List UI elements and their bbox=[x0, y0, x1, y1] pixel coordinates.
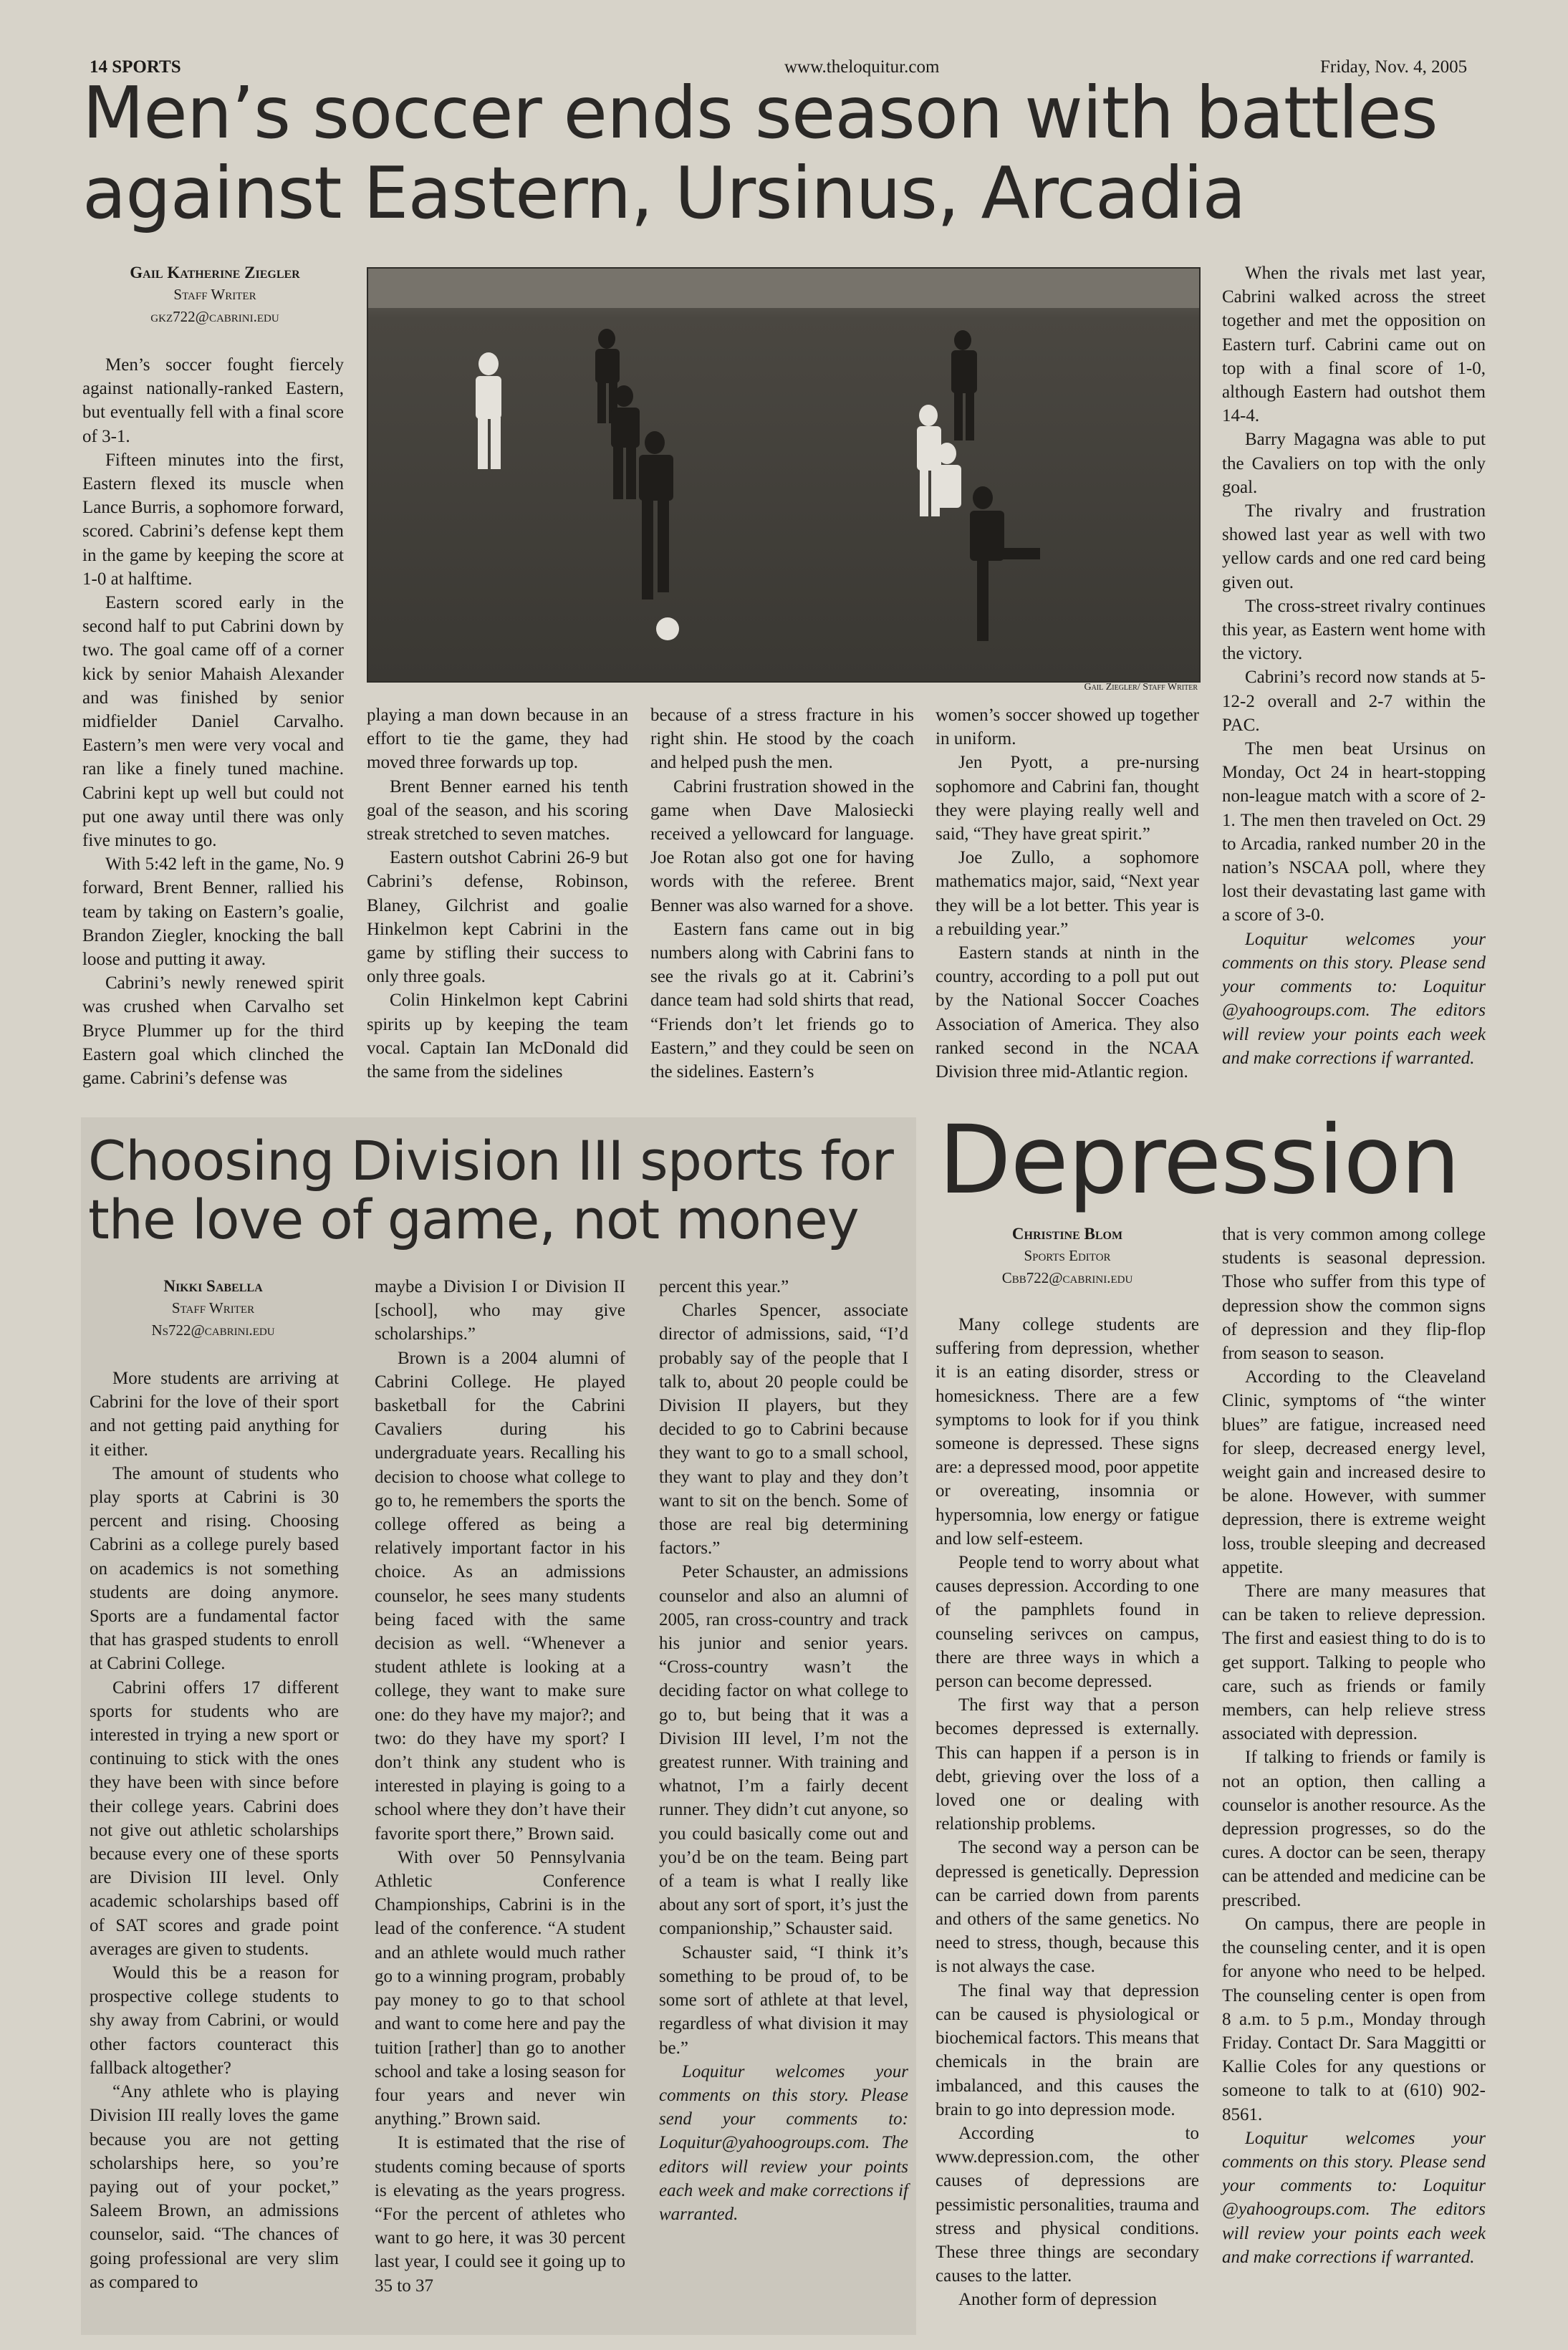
story1-column-1 bbox=[82, 353, 344, 1090]
section-label: 14 SPORTS bbox=[90, 57, 181, 77]
paragraph: The second way a person can be depressed is genetically. Depression can be carried down from parents and others of the same genetics. No need to stress, though, because this is not always the case. bbox=[935, 1838, 1199, 1977]
paragraph: Brent Benner earned his tenth goal of the season, and his scoring streak stretched to seven matches. bbox=[367, 776, 628, 844]
story2-column-2 bbox=[375, 1275, 625, 2298]
paragraph: If talking to friends or family is not an option, then calling a counselor is another resource. As the depression progresses, so do the cures. A doctor can be seen, therapy can be attended and medicine can be prescribed. bbox=[1222, 1748, 1486, 1910]
paragraph: women’s soccer showed up together in uniform. bbox=[935, 706, 1199, 749]
paragraph: On campus, there are people in the counseling center, and it is open for anyone who need to be helped. The counseling center is open from 8 a.m. to 5 p.m., Monday through Friday. Contact Dr. Sara Maggitti or Kallie Coles for any questions or someone to talk to at (610) 902-8561. bbox=[1222, 1914, 1486, 2124]
paragraph: Cabrini’s newly renewed spirit was crushed when Carvalho set Bryce Plummer up for the third Eastern goal which clinched the game. Cabrini’s defense was bbox=[82, 973, 344, 1089]
paragraph: According to www.depression.com, the other causes of depressions are pessimistic personalities, trauma and stress and physical conditions. These three things are secondary causes to the latter. bbox=[935, 2123, 1199, 2286]
story1-byline bbox=[82, 261, 347, 328]
story1-column-3 bbox=[650, 703, 914, 1084]
paragraph: because of a stress fracture in his right shin. He stood by the coach and helped push the men. bbox=[650, 706, 914, 773]
story2-column-3 bbox=[659, 1275, 908, 2226]
paragraph: Cabrini’s record now stands at 5-12-2 overall and 2-7 within the PAC. bbox=[1222, 668, 1486, 735]
story2-byline bbox=[82, 1275, 344, 1342]
paragraph: Would this be a reason for prospective college students to shy away from Cabrini, or would other factors counteract this fallback altogether? bbox=[90, 1963, 339, 2078]
paragraph: that is very common among college students is seasonal depression. Those who suffer from this type of depression show the common signs of depression and they flip-flop from season to season. bbox=[1222, 1225, 1486, 1364]
paragraph: The amount of students who play sports at Cabrini is 30 percent and rising. Choosing Cabrini as a college purely based on academics is not something students are doing anymore. Sports are a fundamental factor that has grasped students to enroll at Cabrini College. bbox=[90, 1463, 339, 1674]
story1-column-4 bbox=[935, 703, 1199, 1084]
story2-headline-line2: the love of game, not money bbox=[88, 1188, 859, 1251]
byline-name: Christine Blom bbox=[1011, 1225, 1123, 1243]
story2-headline bbox=[88, 1129, 912, 1251]
paragraph: Barry Magagna was able to put the Cavaliers on top with the only goal. bbox=[1222, 430, 1486, 497]
paragraph: Men’s soccer fought fiercely against nationally-ranked Eastern, but eventually fell with a final score of 3-1. bbox=[82, 355, 344, 446]
paragraph: percent this year.” bbox=[659, 1277, 789, 1296]
paragraph: With 5:42 left in the game, No. 9 forward, Brent Benner, rallied his team by taking on Eastern’s goalie, Brandon Ziegler, knocking the ball loose and putting it away. bbox=[82, 854, 344, 970]
story2-column-1 bbox=[90, 1367, 339, 2294]
issue-date: Friday, Nov. 4, 2005 bbox=[1320, 57, 1468, 77]
paragraph: Eastern stands at ninth in the country, according to a poll put out by the National Soccer Coaches Association of America. They also ranked second in the NCAA Division three mid-Atlantic region. bbox=[935, 943, 1199, 1082]
story3-byline bbox=[935, 1223, 1199, 1289]
comments-note: Loquitur welcomes your comments on this story. Please send your comments to: Loquitur @yahoogroups.com. The editors will review your points each week and make corrections if warranted. bbox=[1222, 2128, 1486, 2267]
story1-headline bbox=[82, 73, 1515, 233]
paragraph: Fifteen minutes into the first, Eastern flexed its muscle when Lance Burris, a sophomore forward, scored. Cabrini’s defense kept them in the game by keeping the score at 1-0 at halftime. bbox=[82, 450, 344, 589]
paragraph: maybe a Division I or Division II [school], who may give scholarships.” bbox=[375, 1277, 625, 1344]
byline-name: Nikki Sabella bbox=[163, 1277, 263, 1295]
paragraph: Eastern outshot Cabrini 26-9 but Cabrini’s defense, Robinson, Blaney, Gilchrist and goalie Hinkelmon kept Cabrini in the game by stifling their success to only three goals. bbox=[367, 848, 628, 987]
paragraph: There are many measures that can be taken to relieve depression. The first and easiest thing to do is to get support. Talking to people who care, such as friends or family members, can help relieve stress associated with depression. bbox=[1222, 1581, 1486, 1744]
paragraph: Charles Spencer, associate director of admissions, said, “I’d probably say of the people that I talk to, about 20 people could be Division II players, but they decided to go to Cabrini because they want to go to a small school, they want to play and they don’t want to sit on the bench. Some of those are real big determining factors.” bbox=[659, 1301, 908, 1559]
website-url[interactable]: www.theloquitur.com bbox=[784, 57, 940, 77]
story1-headline-line2: against Eastern, Ursinus, Arcadia bbox=[82, 151, 1246, 235]
soccer-photo bbox=[367, 267, 1201, 683]
byline-role: Staff Writer bbox=[173, 286, 256, 303]
paragraph: Schauster said, “I think it’s something to be proud of, to be some sort of athlete at that level, regardless of what division it may be.” bbox=[659, 1942, 908, 2058]
paragraph: The men beat Ursinus on Monday, Oct 24 in heart-stopping non-league match with a score of 2-1. The men then traveled on Oct. 29 to Arcadia, ranked number 20 in the nation’s NSCAA poll, where they lost their devastating last game with a score of 3-0. bbox=[1222, 739, 1486, 925]
paragraph: Brown is a 2004 alumni of Cabrini College. He played basketball for the Cabrini Cavaliers during his undergraduate years. Recalling his decision to choose what college to go to, he remembers the sports the college offered as being a relatively important factor in his choice. As an admissions counselor, he sees many students being faced with the same decision as well. “Whenever a student athlete is looking at a college, they want to make sure one: do they have my major?; and two: do they have my sport? I don’t think any student who is interested in playing is going to a school where they don’t have their favorite sport there,” Brown said. bbox=[375, 1348, 625, 1844]
paragraph: The final way that depression can be caused is physiological or biochemical factors. This means that chemicals in the brain are imbalanced, and this causes the brain to go into depression mode. bbox=[935, 1980, 1199, 2119]
paragraph: Colin Hinkelmon kept Cabrini spirits up by keeping the team vocal. Captain Ian McDonald did the same from the sidelines bbox=[367, 991, 628, 1082]
paragraph: Cabrini offers 17 different sports for students who are interested in trying a new sport or continuing to stick with the ones they have been with since before their college years. Cabrini does not give out athletic scholarships because every one of these sports are Division III level. Only academic scholarships based off of SAT scores and grade point averages are given to students. bbox=[90, 1677, 339, 1959]
byline-name: Gail Katherine Ziegler bbox=[130, 264, 300, 281]
story3-column-2 bbox=[1222, 1223, 1486, 2269]
paragraph: People tend to worry about what causes depression. According to one of the pamphlets found in counseling serivces on campus, there are three ways in which a person can become depressed. bbox=[935, 1553, 1199, 1692]
paragraph: Peter Schauster, an admissions counselor and also an alumni of 2005, ran cross-country and track his junior and senior years. “Cross-country wasn’t the deciding factor on what college to go to, but being that it was a Division III level, I’m not the greatest runner. With training and whatnot, I’m a fairly decent runner. They didn’t cut anyone, so you could basically come out and you’d be on the team. Being part of a team is what I really like about any sort of sport, it’s just the companionship,” Schauster said. bbox=[659, 1562, 908, 1939]
paragraph: The cross-street rivalry continues this year, as Eastern went home with the victory. bbox=[1222, 596, 1486, 664]
paragraph: Jen Pyott, a pre-nursing sophomore and Cabrini fan, thought they were playing really well and said, “They have great spirit.” bbox=[935, 753, 1199, 844]
paragraph: Eastern fans came out in big numbers along with Cabrini fans to see the rivals go at it. Cabrini’s dance team had sold shirts that read, “Friends don’t let friends go to Eastern,” and they could be seen on the sidelines. Eastern’s bbox=[650, 919, 914, 1082]
story3-column-1 bbox=[935, 1313, 1199, 2312]
paragraph: Cabrini frustration showed in the game when Dave Malosiecki received a yellowcard for language. Joe Rotan also got one for having words with the referee. Brent Benner was also warned for a shove. bbox=[650, 776, 914, 915]
paragraph: More students are arriving at Cabrini for the love of their sport and not getting paid anything for it either. bbox=[90, 1369, 339, 1460]
byline-role: Sports Editor bbox=[1024, 1247, 1111, 1264]
paragraph: playing a man down because in an effort to tie the game, they had moved three forwards up top. bbox=[367, 706, 628, 773]
paragraph: Eastern scored early in the second half to put Cabrini down by two. The goal came off of a corner kick by senior Mahaish Alexander and was finished by senior midfielder Daniel Carvalho. Eastern’s men were very vocal and ran like a finely tuned machine. Cabrini kept up well but could not put one away until there was only five minutes to go. bbox=[82, 593, 344, 851]
paragraph: When the rivals met last year, Cabrini walked across the street together and met the opposition on Eastern turf. Cabrini came out on top with a final score of 1-0, although Eastern had outshot them 14-4. bbox=[1222, 264, 1486, 426]
paragraph: With over 50 Pennsylvania Athletic Conference Championships, Cabrini is in the lead of the conference. “A student and an athlete would much rather go to a winning program, probably pay money to go to that school and want to come here and pay the tuition [rather] than go to another school and take a losing season for four years and never win anything.” Brown said. bbox=[375, 1847, 625, 2129]
story2-headline-line1: Choosing Division III sports for bbox=[88, 1129, 893, 1193]
paragraph: The first way that a person becomes depressed is externally. This can happen if a person is in debt, grieving over the loss of a loved one or dealing with relationship problems. bbox=[935, 1695, 1199, 1834]
byline-email[interactable]: Ns722@cabrini.edu bbox=[151, 1321, 275, 1339]
paragraph: Many college students are suffering from depression, whether it is an eating disorder, stress or homesickness. There are a few symptoms to look for if you think someone is depressed. These signs are: a depressed mood, poor appetite or overeating, insomnia or hypersomnia, low energy or fatigue and low self-esteem. bbox=[935, 1315, 1199, 1549]
paragraph: It is estimated that the rise of students coming because of sports is elevating as the years progress. “For the percent of athletes who want to go here, it was 30 percent last year, I could see it going up to 35 to 37 bbox=[375, 2133, 625, 2296]
story3-headline: Depression bbox=[938, 1105, 1460, 1215]
paragraph: Joe Zullo, a sophomore mathematics major, said, “Next year they will be a lot better. This year is a rebuilding year.” bbox=[935, 848, 1199, 939]
byline-role: Staff Writer bbox=[171, 1299, 255, 1316]
paragraph: According to the Cleaveland Clinic, symptoms of “the winter blues” are fatigue, increased need for sleep, decreased energy level, weight gain and increased desire to be alone. However, with summer depression, there is extreme weight loss, trouble sleeping and decreased appetite. bbox=[1222, 1367, 1486, 1577]
comments-note: Loquitur welcomes your comments on this story. Please send your comments to: Loquitur@yahoogroups.com. The editors will review your points each week and make corrections if warranted. bbox=[659, 2061, 908, 2224]
comments-note: Loquitur welcomes your comments on this story. Please send your comments to: Loquitur @yahoogroups.com. The editors will review your points each week and make corrections if warranted. bbox=[1222, 929, 1486, 1068]
story1-headline-line1: Men’s soccer ends season with battles bbox=[82, 71, 1438, 155]
paragraph: The rivalry and frustration showed last year as well with two yellow cards and one red card being given out. bbox=[1222, 501, 1486, 592]
paragraph: “Any athlete who is playing Division III really loves the game because you are not getting scholarships here, so you’re paying out of your pocket,” Saleem Brown, an admissions counselor, said. “The chances of going professional are very slim as compared to bbox=[90, 2082, 339, 2292]
story1-column-5 bbox=[1222, 261, 1486, 1070]
byline-email[interactable]: Cbb722@cabrini.edu bbox=[1001, 1269, 1133, 1286]
paragraph: Another form of depression bbox=[958, 2290, 1158, 2310]
photo-credit: Gail Ziegler/ Staff Writer bbox=[1084, 682, 1198, 693]
byline-email[interactable]: gkz722@cabrini.edu bbox=[150, 308, 279, 325]
story1-column-2 bbox=[367, 703, 628, 1084]
soccer-photo-image bbox=[368, 269, 1199, 681]
